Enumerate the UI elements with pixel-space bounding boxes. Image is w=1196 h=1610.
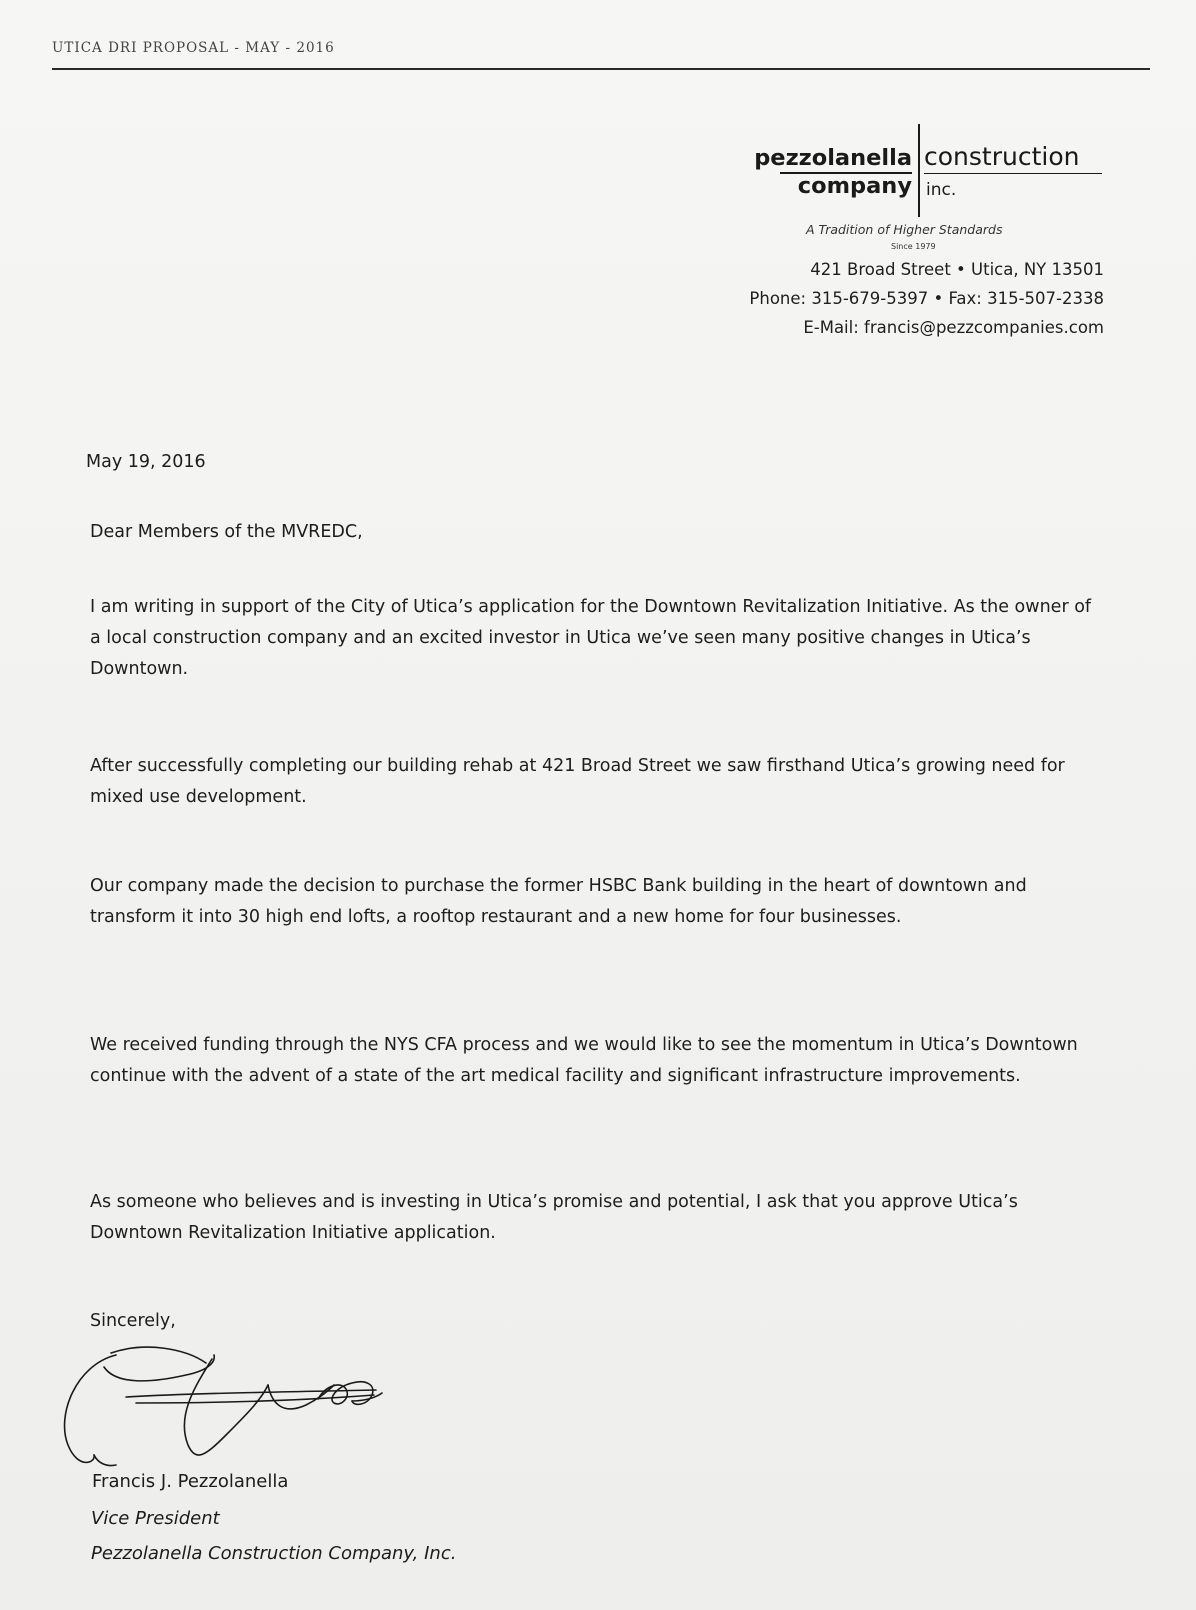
closing: Sincerely, xyxy=(90,1311,176,1331)
signer-title: Vice President xyxy=(91,1508,220,1529)
signer-name: Francis J. Pezzolanella xyxy=(92,1471,289,1492)
letterhead-address: 421 Broad Street • Utica, NY 13501 xyxy=(810,260,1104,279)
letterhead-email: E-Mail: francis@pezzcompanies.com xyxy=(803,318,1104,337)
body-paragraph-1: I am writing in support of the City of Utica’s application for the Downtown Revitalization Initiative. As the owner of a local construction company and an excited investor in Utica we’ve seen many positive changes in Utica’s Downtown. xyxy=(90,597,1092,679)
letter-date: May 19, 2016 xyxy=(86,452,206,472)
running-header: UTICA DRI PROPOSAL - MAY - 2016 xyxy=(52,40,335,56)
body-paragraph-4: We received funding through the NYS CFA process and we would like to see the momentum in Utica’s Downtown continue with the advent of a state of the art medical facility and significant infrastructure improvements. xyxy=(90,1035,1078,1086)
body-paragraph-5: As someone who believes and is investing in Utica’s promise and potential, I ask that you approve Utica’s Downtown Revitalization Initiative application. xyxy=(90,1192,1018,1243)
logo-since: Since 1979 xyxy=(891,242,936,251)
logo-name-line-2: company xyxy=(780,172,912,199)
salutation: Dear Members of the MVREDC, xyxy=(90,522,363,542)
logo-company-name xyxy=(732,145,912,199)
body-paragraph-3: Our company made the decision to purchase the former HSBC Bank building in the heart of downtown and transform it into 30 high end lofts, a rooftop restaurant and a new home for four businesses. xyxy=(90,876,1027,927)
logo-name-line-1: pezzolanella xyxy=(754,145,912,171)
letterhead-phone-fax: Phone: 315-679-5397 • Fax: 315-507-2338 xyxy=(749,289,1104,308)
handwritten-signature xyxy=(56,1345,396,1475)
signer-company: Pezzolanella Construction Company, Inc. xyxy=(91,1543,457,1564)
body-paragraph-2: After successfully completing our building rehab at 421 Broad Street we saw firsthand Utica’s growing need for mixed use development. xyxy=(90,756,1065,807)
header-rule xyxy=(52,68,1150,70)
logo-construction-word: construction xyxy=(924,142,1102,174)
logo-divider xyxy=(918,124,920,217)
logo-inc-word: inc. xyxy=(926,180,957,200)
logo-tagline: A Tradition of Higher Standards xyxy=(806,222,1003,237)
